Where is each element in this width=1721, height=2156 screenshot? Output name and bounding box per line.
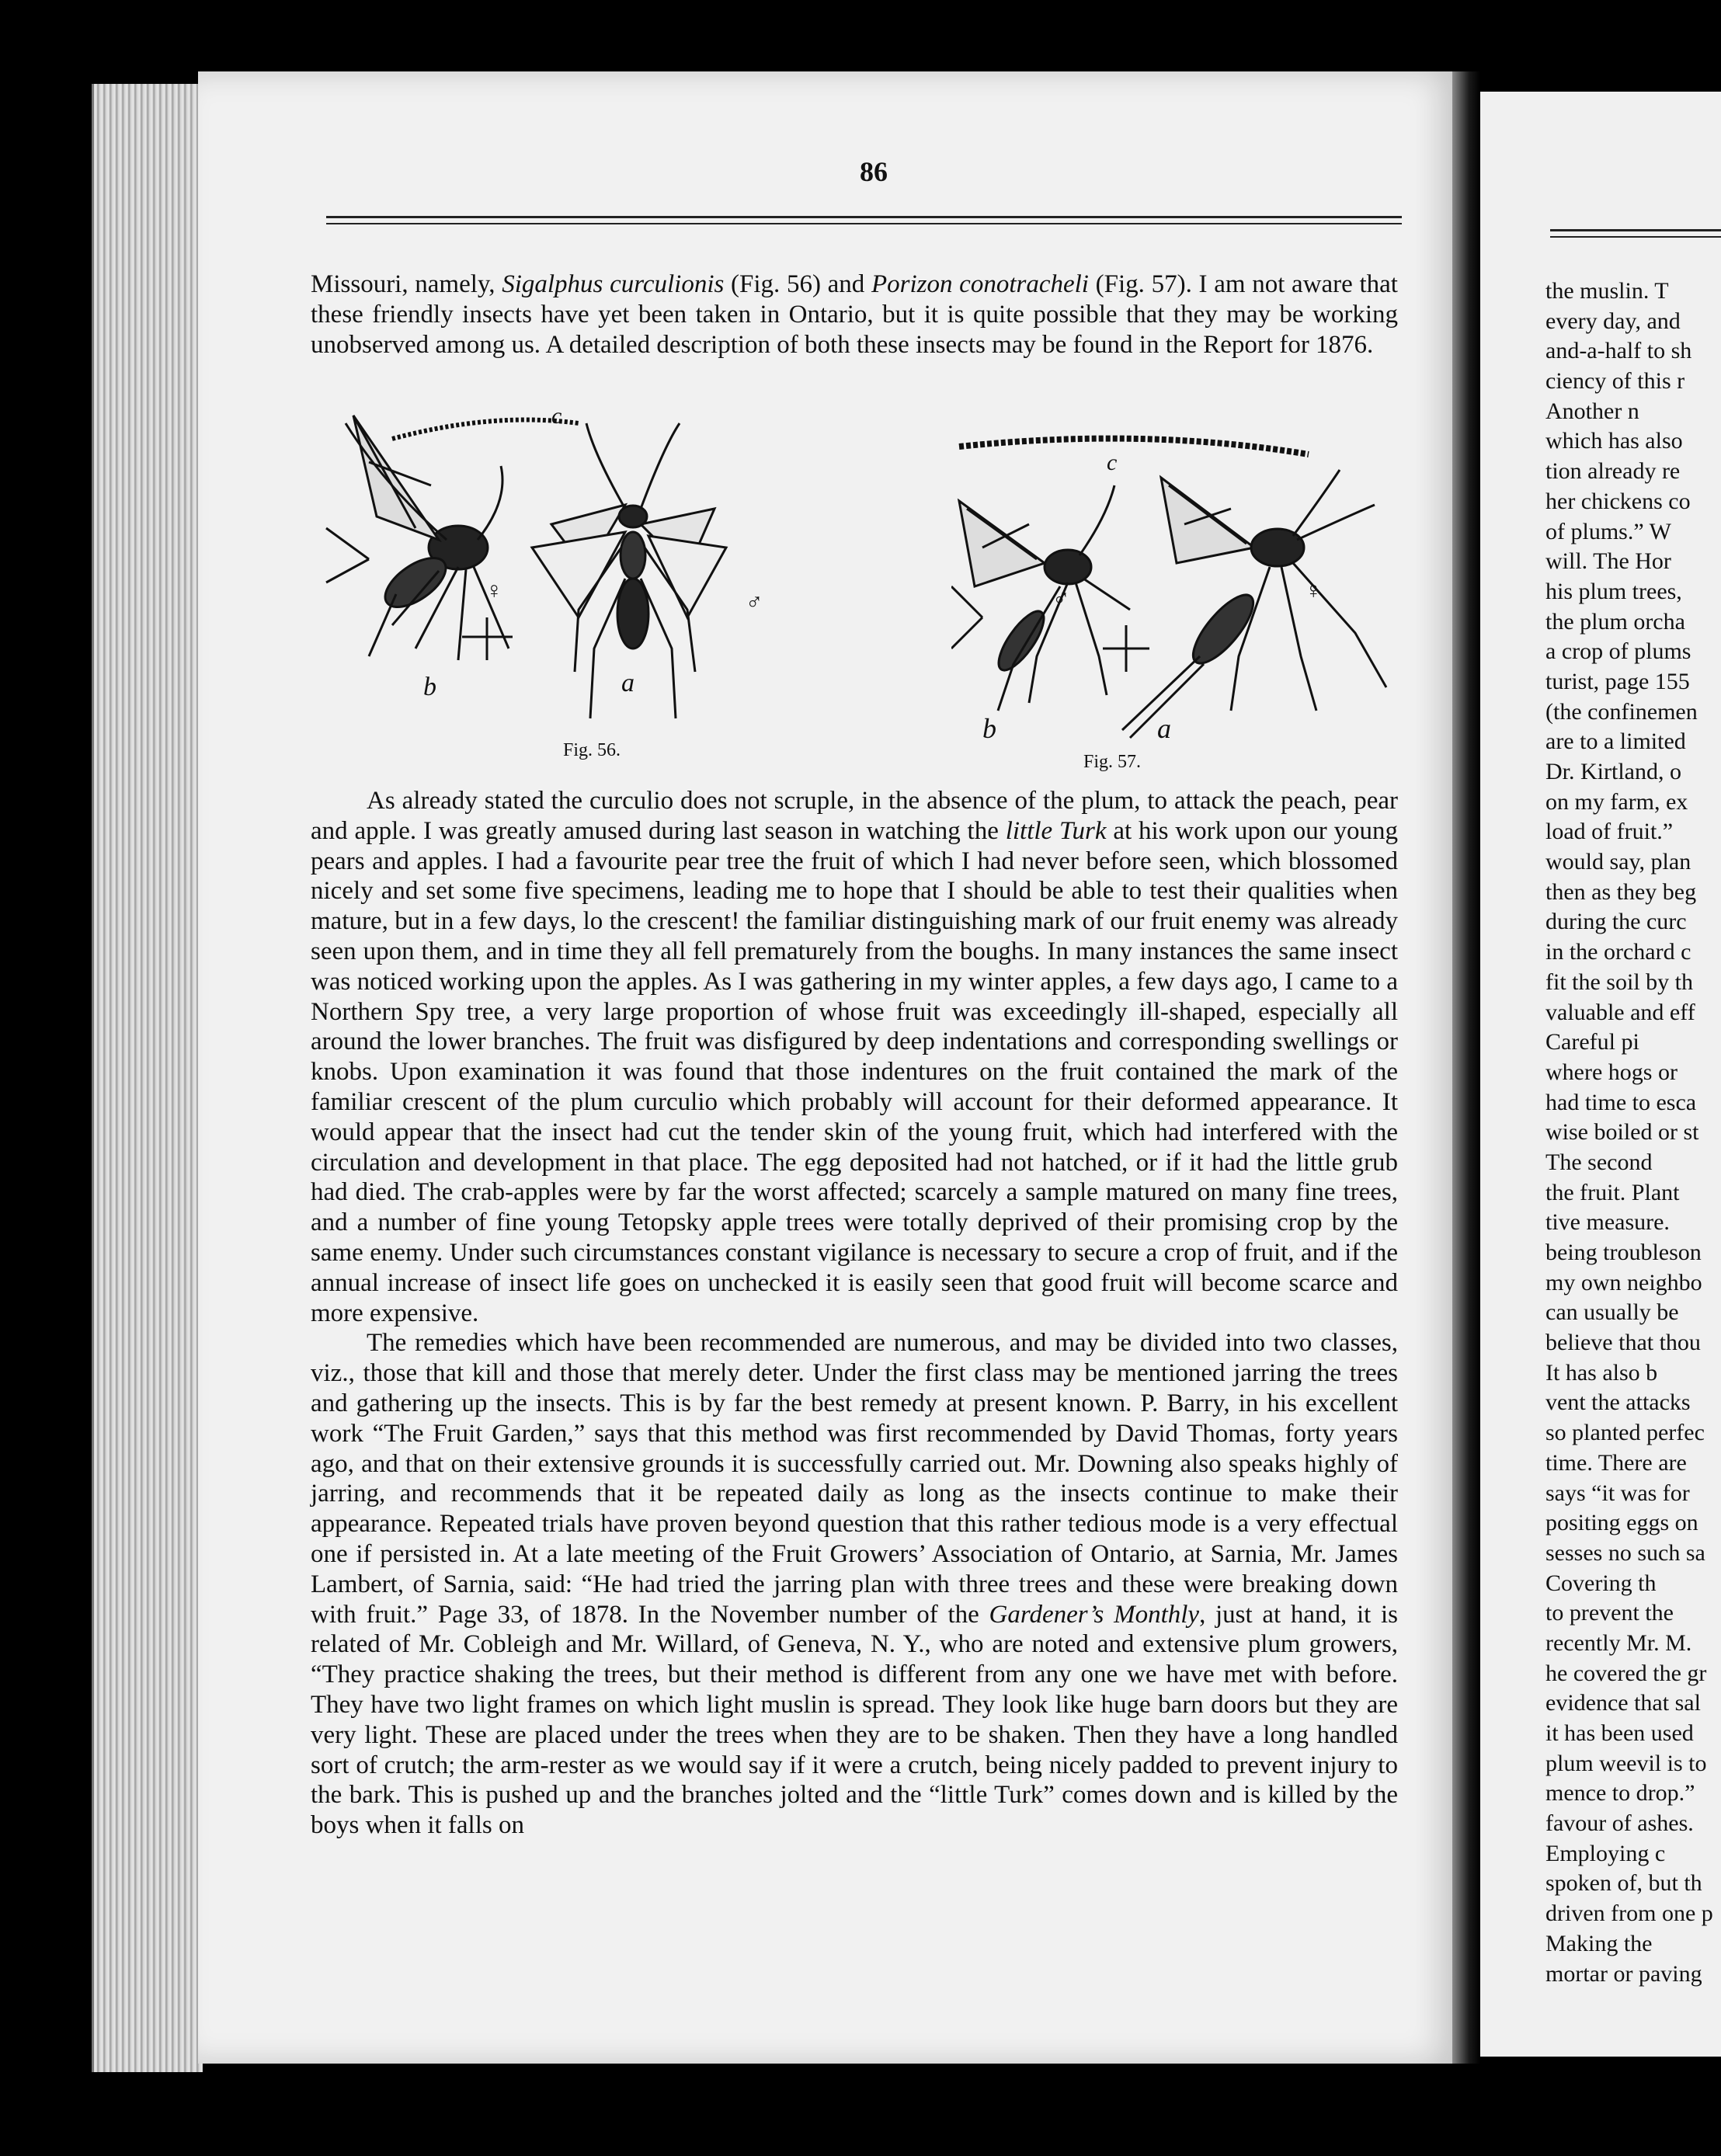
right-page-line: positing eggs on [1545,1510,1698,1536]
fig57-label-a: a [1157,713,1171,744]
fig57-label-c: c [1107,450,1118,475]
right-page-line: so planted perfec [1545,1420,1705,1446]
right-page-line: plum weevil is to [1545,1750,1707,1776]
right-page-line: Careful pi [1545,1029,1639,1055]
right-page-line: to prevent the [1545,1600,1674,1626]
gardeners-monthly-italic: Gardener’s Monthly [989,1600,1200,1629]
right-page-line: the fruit. Plant [1545,1179,1680,1205]
right-page-line: spoken of, but th [1545,1870,1702,1897]
right-page-line: my own neighbo [1545,1269,1702,1295]
right-page-line: being troubleson [1545,1240,1702,1265]
right-page-line: load of fruit.” [1545,819,1674,845]
header-rule-thin [326,223,1402,224]
right-page-line: (the confinemen [1545,698,1698,725]
right-page-line: her chickens co [1545,488,1691,514]
wasp-illustration-fig56 [322,392,881,765]
right-page-line: mence to drop.” [1545,1780,1695,1807]
right-page-line: a crop of plums [1545,638,1691,665]
paragraph-curculio: As already stated the curculio does not scruple, in the absence of the plum, to attack the peach, pear and apple. I was greatly amused during last season in watching the little Turk at his work upon our young pears and apples. I had a favourite pear tree the fruit of which I had never before seen, which blossomed nicely and set some five specimens, leading me to hope that I should be able to test their qualities when mature, but in a few days, lo the crescent! the familiar distinguishing mark of our fruit enemy was already seen upon them, and in time they all fell prematurely from the boughs. In many instances the same insect was noticed working upon the apples. As I was gathering in my winter apples, a few days ago, I came to a Northern Spy tree, a very large proportion of whose fruit was exceedingly ill-shaped, especially all around the lower branches. The fruit was disfigured by deep indentations and corresponding swellings or knobs. Upon examination it was found that those indentures on the fruit contained the mark of the familiar crescent of the plum curculio which probably will account for their deformed appearance. It would appear that the insect had cut the tender skin of the young fruit, which had interfered with the circulation and development in that place. The egg deposited had not hatched, or if it had the little grub had died. The crab-apples were by far the worst affected; scarcely a sample matured on many fine trees, and a number of fine young Tetopsky apple trees were totally deprived of their promising crop by the same enemy. Under such circumstances constant vigilance is necessary to secure a crop of fruit, and if the annual increase of insect life goes on unchecked it is easily seen that good fruit will become scarce and more expensive. [311,787,1398,1327]
right-header-rule-thin [1550,236,1721,238]
right-page-line: he covered the gr [1545,1660,1707,1686]
fig57-label-b: b [982,713,996,744]
right-page-line: ciency of this r [1545,368,1685,395]
right-page-line: fit the soil by th [1545,968,1693,995]
right-page-line: Covering th [1545,1570,1657,1596]
species-name-porizon: Porizon conotracheli [871,270,1089,298]
fig56-label-female: ♀ [485,578,503,603]
right-page-line: his plum trees, [1545,578,1682,604]
fig56-label-c: c [551,403,562,429]
right-page-line: it has been used [1545,1720,1694,1746]
fig56-caption: Fig. 56. [563,740,621,760]
right-page-line: the plum orcha [1545,608,1685,635]
right-page-line: are to a limited [1545,729,1686,755]
right-page-line: in the orchard c [1545,939,1691,965]
fig57-caption: Fig. 57. [1083,752,1142,772]
body-text [311,786,1398,1841]
fig56-label-a: a [621,669,635,697]
species-name-sigalphus: Sigalphus curculionis [502,270,725,298]
right-page-line: will. The Hor [1545,548,1671,575]
book-gutter [1452,71,1480,2064]
fig56-label-male: ♂ [746,589,763,615]
fig57-label-male: ♂ [1052,586,1070,611]
right-page-line: which has also [1545,428,1683,454]
right-page-line: where hogs or [1545,1059,1678,1085]
right-page-line: sesses no such sa [1545,1539,1705,1566]
figures-area [322,392,1410,784]
right-page-line: vent the attacks [1545,1389,1691,1416]
right-page-line: time. There are [1545,1449,1687,1476]
right-page-line: The second [1545,1149,1653,1175]
right-page-line: every day, and [1545,308,1681,334]
right-page-line: during the curc [1545,909,1687,935]
right-page-line: and-a-half to sh [1545,338,1692,364]
right-page-line: of plums.” W [1545,518,1671,544]
right-page-line: wise boiled or st [1545,1119,1699,1146]
figure-56 [322,392,881,765]
header-rule [326,216,1402,218]
little-turk-italic: little Turk [1005,816,1107,845]
right-header-rule [1550,229,1721,231]
fig57-label-female: ♀ [1305,578,1323,603]
right-page-line: the muslin. T [1545,278,1669,304]
right-page-line: then as they beg [1545,878,1697,905]
right-page-line: Another n [1545,398,1639,424]
right-page-line: can usually be [1545,1299,1679,1326]
right-page-line: tion already re [1545,458,1681,485]
wasp-illustration-fig57 [951,431,1410,757]
right-page-line: Making the [1545,1930,1653,1956]
page-number: 86 [860,156,888,187]
right-page-line: evidence that sal [1545,1690,1701,1716]
fig56-label-b: b [423,673,436,701]
right-page-text-column [1545,276,1721,1989]
right-page-line: valuable and eff [1545,999,1695,1025]
right-page-line: It has also b [1545,1359,1658,1386]
right-page-line: driven from one p [1545,1900,1713,1927]
intro-text-2: (Fig. 56) and [724,270,871,298]
right-page-line: says “it was for [1545,1480,1690,1506]
intro-text-3: (Fig. 57). I am not aware that these friendly insects have yet been taken in Ontario, but it is quite possible that they may be working unobserved among us. A detailed description of both these insects may be found in the Report for 1876. [311,270,1398,359]
right-page-line: would say, plan [1545,849,1691,875]
right-page-line: had time to esca [1545,1089,1697,1115]
paragraph-remedies: The remedies which have been recommended are numerous, and may be divided into two classes, viz., those that kill and those that merely deter. Under the first class may be mentioned jarring the trees and gathering up the insects. This is by far the best remedy at present known. P. Barry, in his excellent work “The Fruit Garden,” says that this method was first recommended by David Thomas, forty years ago, and that on their extensive grounds it is successfully carried out. Mr. Downing also speaks highly of jarring, and recommends that it be repeated daily as long as the insects continue to make their appearance. Repeated trials have proven beyond question that this rather tedious mode is a very effectual one if persisted in. At a late meeting of the Fruit Growers’ Association of Ontario, at Sarnia, Mr. James Lambert, of Sarnia, said: “He had tried the jarring plan with three trees and these were breaking down with fruit.” Page 33, of 1878. In the November number of the Gardener’s Monthly, just at hand, it is related of Mr. Cobleigh and Mr. Willard, of Geneva, N. Y., who are noted and extensive plum growers, “They practice shaking the trees, but their method is different from any one we have met with before. They have two light frames on which light muslin is spread. They look like huge barn doors but they are very light. These are placed under the trees when they are to be shaken. Then they have a long handled sort of crutch; the arm-rester as we would say if it were a crutch, being nicely padded to prevent injury to the bark. This is pushed up and the branches jolted and the “little Turk” comes down and is killed by the boys when it falls on [311,1329,1398,1840]
right-page-line: mortar or paving [1545,1960,1702,1987]
right-page-line: recently Mr. M. [1545,1629,1692,1656]
right-page-line: Employing c [1545,1840,1666,1866]
right-page-line: tive measure. [1545,1209,1670,1236]
right-page-line: on my farm, ex [1545,788,1688,815]
intro-text-1: Missouri, namely, [311,270,502,298]
intro-paragraph [311,270,1398,360]
right-page-line: turist, page 155 [1545,668,1690,694]
right-page-line: Dr. Kirtland, o [1545,759,1681,784]
right-page-line: believe that thou [1545,1330,1701,1356]
right-page [1480,92,1721,2057]
book-page-edges [92,84,203,2072]
figure-57 [951,431,1410,772]
right-page-line: favour of ashes. [1545,1810,1694,1837]
